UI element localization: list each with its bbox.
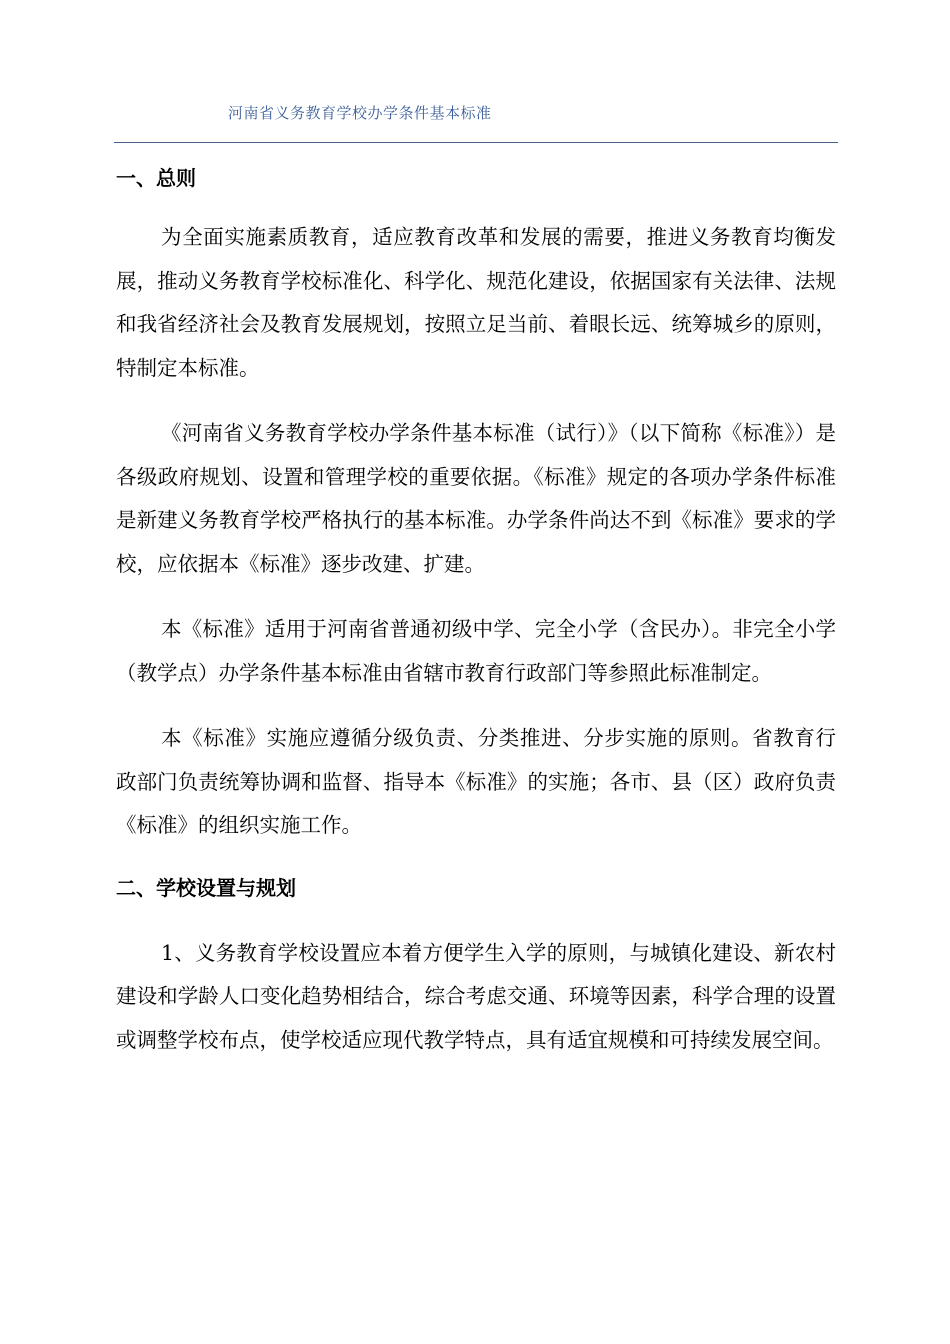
paragraph: 1、义务教育学校设置应本着方便学生入学的原则，与城镇化建设、新农村建设和学龄人口变化趋势相结合，综合考虑交通、环境等因素，科学合理的设置或调整学校布点，使学校适应现代教学特点，具有适宜规模和可持续发展空间。 (116, 940, 836, 1052)
section-heading-general: 一、总则 (116, 166, 196, 190)
paragraph: 本《标准》适用于河南省普通初级中学、完全小学（含民办）。非完全小学（教学点）办学条件基本标准由省辖市教育行政部门等参照此标准制定。 (116, 617, 836, 685)
paragraph: 《河南省义务教育学校办学条件基本标准（试行）》（以下简称《标准》）是各级政府规划、设置和管理学校的重要依据。《标准》规定的各项办学条件标准是新建义务教育学校严格执行的基本标准。办学条件尚达不到《标准》要求的学校，应依据本《标准》逐步改建、扩建。 (116, 421, 836, 576)
header-divider (114, 142, 838, 143)
running-header: 河南省义务教育学校办学条件基本标准 (228, 104, 492, 122)
document-body (116, 160, 836, 1062)
section-heading-school-planning: 二、学校设置与规划 (116, 875, 296, 900)
paragraph: 本《标准》实施应遵循分级负责、分类推进、分步实施的原则。省教育行政部门负责统筹协调和监督、指导本《标准》的实施；各市、县（区）政府负责《标准》的组织实施工作。 (116, 726, 836, 837)
paragraph: 为全面实施素质教育，适应教育改革和发展的需要，推进义务教育均衡发展，推动义务教育学校标准化、科学化、规范化建设，依据国家有关法律、法规和我省经济社会及教育发展规划，按照立足当前、着眼长远、统筹城乡的原则，特制定本标准。 (116, 225, 836, 380)
